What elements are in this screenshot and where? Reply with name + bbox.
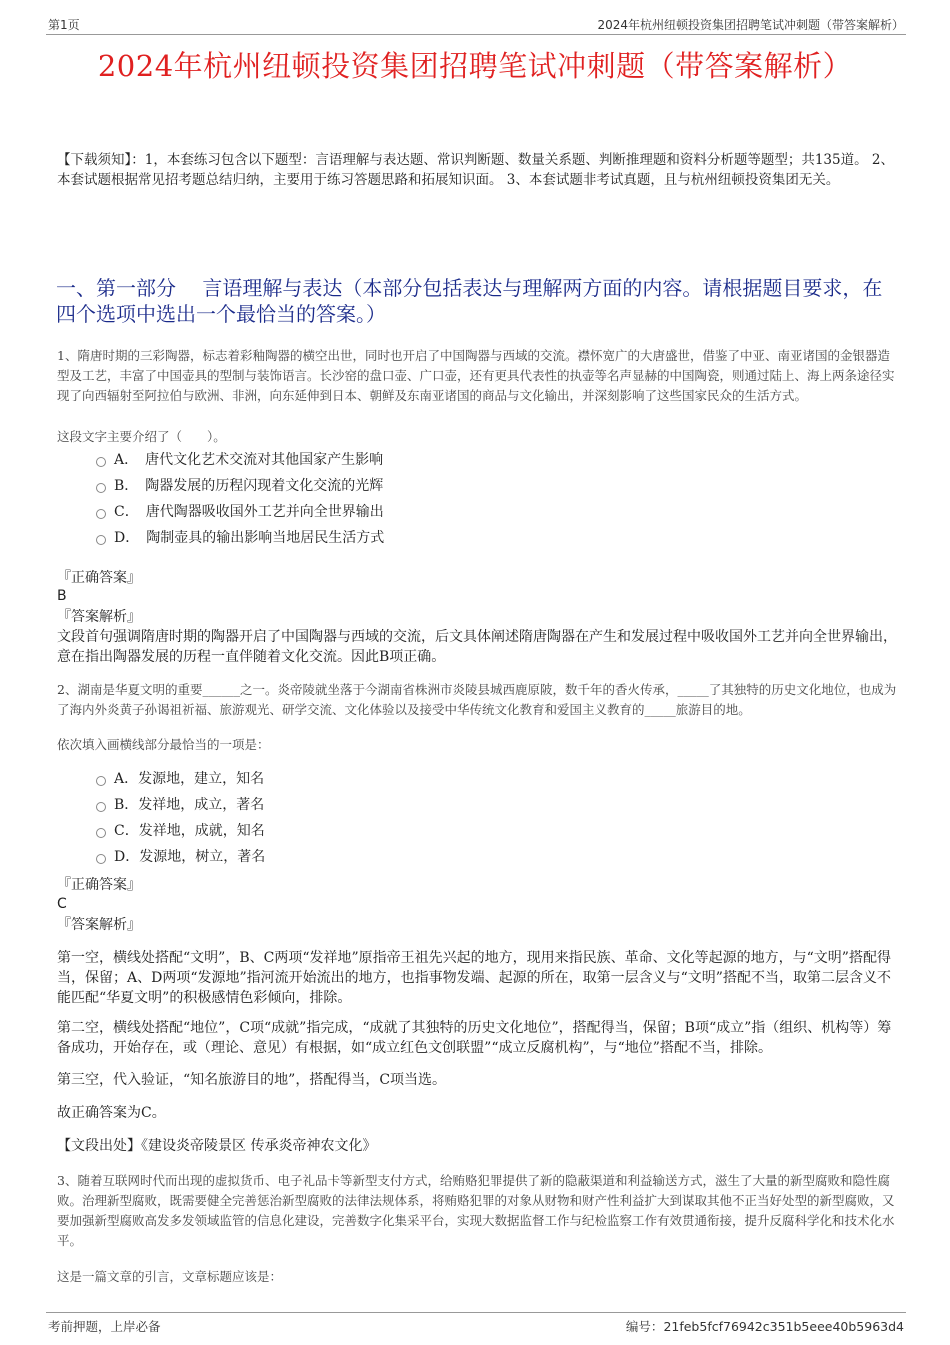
question-1-options	[96, 449, 796, 553]
question-2-option-b[interactable]: B．发祥地，成立，著名	[96, 794, 796, 820]
question-2-source: 【文段出处】《建设炎帝陵景区 传承炎帝神农文化》	[57, 1138, 377, 1154]
question-2-analysis-para-4: 故正确答案为C。	[57, 1105, 166, 1121]
question-2-answer: C	[57, 896, 67, 912]
radio-icon[interactable]	[96, 854, 106, 864]
page-footer	[46, 1312, 906, 1335]
radio-icon[interactable]	[96, 802, 106, 812]
question-2-analysis-para-2: 第二空，横线处搭配“地位”，C项“成就”指完成，“成就了其独特的历史文化地位”，搭配得当，保留；B项“成立”指（组织、机构等）筹备成功，开始存在，或（理论、意见）有根据，如“成立红色文创联盟”“成立反腐机构”，与“地位”搭配不当，排除。	[57, 1020, 892, 1056]
radio-icon[interactable]	[96, 828, 106, 838]
question-3-text: 3、随着互联网时代而出现的虚拟货币、电子礼品卡等新型支付方式，给贿赂犯罪提供了新的隐蔽渠道和利益输送方式，滋生了大量的新型腐败和隐性腐败。治理新型腐败，既需要健全完善惩治新型腐败的法律法规体系，将贿赂犯罪的对象从财物和财产性利益扩大到谋取其他不正当好处型的新型腐败，又要加强新型腐败高发多发领域监管的信息化建设，完善数字化集采平台，实现大数据监督工作与纪检监察工作有效贯通衔接，提升反腐科学化和技术化水平。	[57, 1173, 895, 1248]
document-code	[626, 1317, 904, 1335]
radio-icon[interactable]	[96, 509, 106, 519]
page-header	[46, 14, 906, 35]
question-2-options	[96, 768, 796, 872]
question-2-option-a[interactable]: A．发源地，建立，知名	[96, 768, 796, 794]
question-1-text: 1、隋唐时期的三彩陶器，标志着彩釉陶器的横空出世，同时也开启了中国陶器与西域的交流。襟怀宽广的大唐盛世，借鉴了中亚、南亚诸国的金银器造型及工艺，丰富了中国壶具的型制与装饰语言。长沙窑的盘口壶、广口壶，还有更具代表性的执壶等名声显赫的中国陶瓷，则通过陆上、海上两条途径实现了向西辐射至阿拉伯与欧洲、非洲，向东延伸到日本、朝鲜及东南亚诸国的商品与文化输出，并深刻影响了这些国家民众的生活方式。	[57, 348, 895, 403]
question-2-analysis-para-3: 第三空，代入验证，“知名旅游目的地”，搭配得当，C项当选。	[57, 1072, 447, 1088]
question-1-correct-answer-label: 『正确答案』	[57, 570, 141, 586]
question-1-analysis-label: 『答案解析』	[57, 609, 141, 625]
document-code-value: 21feb5fcf76942c351b5eee40b5963d4	[663, 1319, 904, 1334]
question-2-option-c[interactable]: C．发祥地，成就，知名	[96, 820, 796, 846]
question-2-option-d[interactable]: D．发源地，树立，著名	[96, 846, 796, 872]
question-2-analysis-label: 『答案解析』	[57, 917, 141, 933]
radio-icon[interactable]	[96, 483, 106, 493]
question-1-option-a[interactable]: A． 唐代文化艺术交流对其他国家产生影响	[96, 449, 796, 475]
question-1-option-c[interactable]: C． 唐代陶器吸收国外工艺并向全世界输出	[96, 501, 796, 527]
question-2-analysis-para-1: 第一空，横线处搭配“文明”，B、C两项“发祥地”原指帝王祖先兴起的地方，现用来指民族、革命、文化等起源的地方，与“文明”搭配得当，保留；A、D两项“发源地”指河流开始流出的地方，也指事物发端、起源的所在，取第一层含义与“文明”搭配不当，取第二层含义不能匹配“华夏文明”的积极感情色彩倾向，排除。	[57, 950, 891, 1006]
document-code-label: 编号：	[625, 1319, 664, 1334]
question-3-prompt: 这是一篇文章的引言，文章标题应该是：	[57, 1269, 283, 1284]
question-1-option-d[interactable]: D． 陶制壶具的输出影响当地居民生活方式	[96, 527, 796, 553]
question-1-answer: B	[57, 588, 67, 604]
question-1-analysis: 文段首句强调隋唐时期的陶器开启了中国陶器与西域的交流，后文具体阐述隋唐陶器在产生和发展过程中吸收国外工艺并向全世界输出，意在指出陶器发展的历程一直伴随着文化交流。因此B项正确。	[57, 629, 897, 665]
document-title: 2024年杭州纽顿投资集团招聘笔试冲刺题（带答案解析）	[97, 49, 853, 83]
page-number: 第1页	[48, 18, 80, 32]
radio-icon[interactable]	[96, 776, 106, 786]
radio-icon[interactable]	[96, 535, 106, 545]
question-2-correct-answer-label: 『正确答案』	[57, 877, 141, 893]
running-title: 2024年杭州纽顿投资集团招聘笔试冲刺题（带答案解析）	[597, 18, 904, 32]
section-heading: 一、第一部分 言语理解与表达（本部分包括表达与理解两方面的内容。请根据题目要求，在四个选项中选出一个最恰当的答案。）	[56, 276, 883, 326]
question-1-option-b[interactable]: B． 陶器发展的历程闪现着文化交流的光辉	[96, 475, 796, 501]
download-notice: 【下载须知】：1，本套练习包含以下题型：言语理解与表达题、常识判断题、数量关系题、判断推理题和资料分析题等题型；共135道。 2、本套试题根据常见招考题总结归纳，主要用于练习答题思路和拓展知识面。 3、本套试题非考试真题，且与杭州纽顿投资集团无关。	[57, 152, 894, 188]
radio-icon[interactable]	[96, 457, 106, 467]
footer-slogan: 考前押题，上岸必备	[48, 1319, 161, 1334]
question-2-prompt: 依次填入画横线部分最恰当的一项是：	[57, 737, 270, 752]
question-1-prompt: 这段文字主要介绍了（ ）。	[57, 429, 226, 444]
question-2-text: 2、湖南是华夏文明的重要______之一。炎帝陵就坐落于今湖南省株洲市炎陵县城西鹿原陂，数千年的香火传承，_____了其独特的历史文化地位，也成为了海内外炎黄子孙谒祖祈福、旅游观光、研学交流、文化体验以及接受中华传统文化教育和爱国主义教育的_____旅游目的地。	[57, 682, 897, 717]
